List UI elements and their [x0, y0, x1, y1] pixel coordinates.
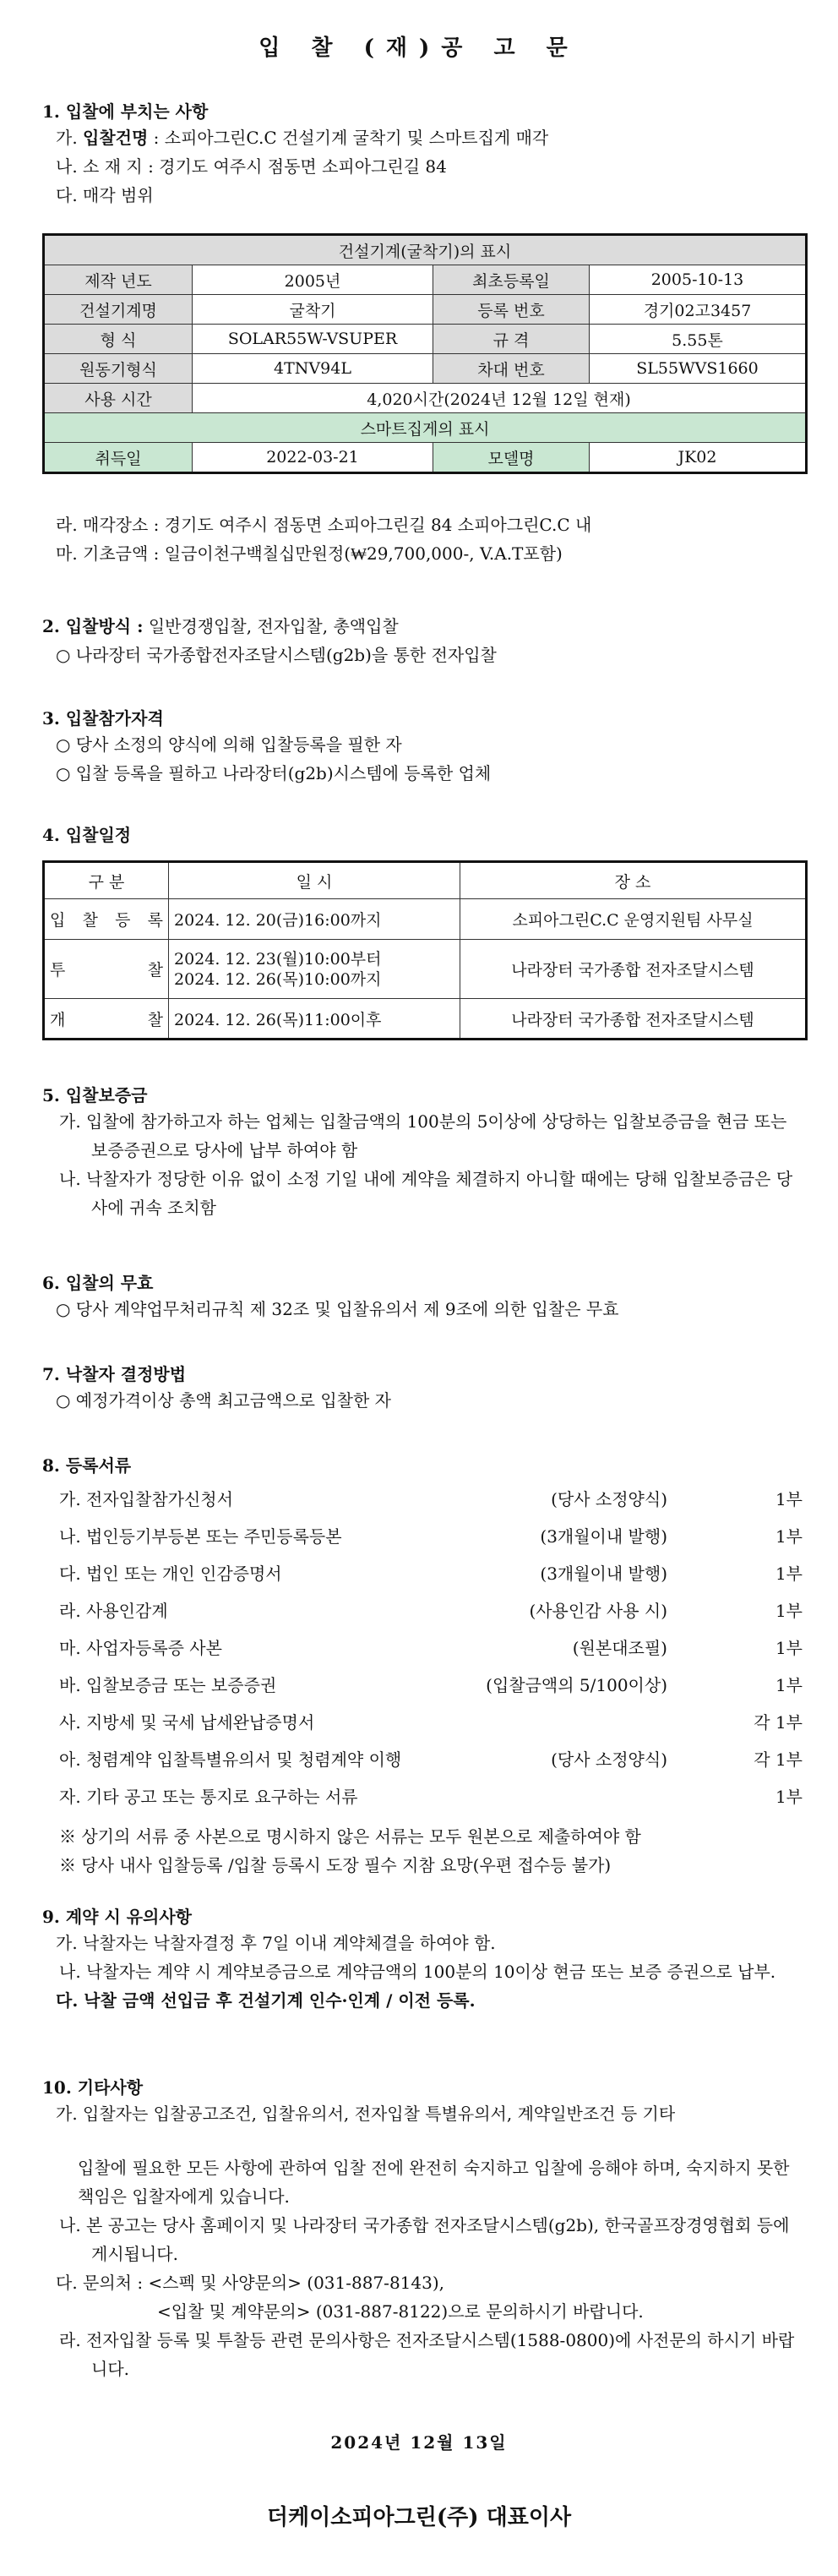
table-row [44, 384, 807, 413]
column-header: 장 소 [460, 862, 807, 899]
document-count: 1부 [775, 1638, 803, 1658]
document-list [42, 1481, 803, 1880]
schedule-date: 2024. 12. 20(금)16:00까지 [169, 899, 460, 940]
table-cell: 경기02고3457 [590, 295, 807, 325]
section-8 [42, 1454, 803, 1477]
section-7-heading: 7. 낙찰자 결정방법 [42, 1364, 187, 1384]
section-9 [42, 1905, 803, 2015]
usage-hours-value: 4,020시간(2024년 12월 12일 현재) [193, 384, 807, 413]
usage-hours-label: 사용 시간 [44, 384, 193, 413]
document-name: 마. 사업자등록증 사본 [59, 1638, 222, 1658]
section-5-line-2: 나. 낙찰자가 정당한 이유 없이 소정 기일 내에 계약을 체결하지 아니할 때에는 당해 입찰보증금은 당사에 귀속 조치함 [59, 1169, 793, 1218]
bid-item-prefix: 가. [56, 128, 84, 148]
schedule-date [169, 940, 460, 999]
list-item [42, 1518, 803, 1555]
section-1 [42, 100, 803, 210]
schedule-kind: 입 찰 등 록 [44, 899, 169, 940]
document-note: (입찰금액의 5/100이상) [486, 1675, 667, 1695]
document-note-2: ※ 당사 내사 입찰등록 /입찰 등록시 도장 필수 지참 요망(우편 접수등 불가) [59, 1855, 612, 1875]
list-item [42, 1592, 803, 1629]
table-row [44, 325, 807, 354]
section-10 [42, 2076, 803, 2383]
table-cell: SL55WVS1660 [590, 354, 807, 384]
section-10-line-3: 다. 문의처 : <스펙 및 사양문의> (031-887-8143), [56, 2273, 445, 2293]
section-7-line-1: ○ 예정가격이상 총액 최고금액으로 입찰한 자 [56, 1390, 391, 1411]
section-6 [42, 1271, 803, 1323]
schedule-date: 2024. 12. 26(목)11:00이후 [169, 999, 460, 1040]
signature: 더케이소피아그린(주) 대표이사 [266, 2505, 572, 2530]
list-item [42, 1481, 803, 1518]
document-name: 나. 법인등기부등본 또는 주민등록등본 [59, 1526, 342, 1547]
table-cell: 2005-10-13 [590, 265, 807, 295]
sale-scope-line: 다. 매각 범위 [56, 185, 154, 205]
document-name: 아. 청렴계약 입찰특별유의서 및 청렴계약 이행 [59, 1749, 402, 1770]
schedule-date-end: 2024. 12. 26(목)10:00까지 [174, 969, 382, 989]
table-cell: 제작 년도 [44, 265, 193, 295]
section-2-heading: 2. 입찰방식 : [42, 616, 144, 636]
schedule-place: 나라장터 국가종합 전자조달시스템 [460, 940, 807, 999]
list-item [42, 1555, 803, 1592]
section-9-line-2: 나. 낙찰자는 계약 시 계약보증금으로 계약금액의 100분의 10이상 현금 또는 보증 증권으로 납부. [59, 1962, 776, 1982]
document-note: (3개월이내 발행) [540, 1526, 667, 1547]
table-header-row [44, 862, 807, 899]
section-2-line-1: ○ 나라장터 국가종합전자조달시스템(g2b)을 통한 전자입찰 [56, 645, 497, 665]
section-10-line-2: 나. 본 공고는 당사 홈페이지 및 나라장터 국가종합 전자조달시스템(g2b), 한국골프장경영협회 등에 게시됩니다. [59, 2215, 790, 2264]
table-cell: 차대 번호 [433, 354, 590, 384]
table-row [44, 265, 807, 295]
schedule-place: 소피아그린C.C 운영지원팀 사무실 [460, 899, 807, 940]
table-row [44, 443, 807, 473]
column-header: 일 시 [169, 862, 460, 899]
section-2-method: 일반경쟁입찰, 전자입찰, 총액입찰 [143, 616, 399, 636]
section-10-line-1: 가. 입찰자는 입찰공고조건, 입찰유의서, 전자입찰 특별유의서, 계약일반조건 등 기타 [56, 2104, 676, 2124]
schedule-table [42, 860, 808, 1040]
section-10-heading: 10. 기타사항 [42, 2077, 144, 2098]
section-8-heading: 8. 등록서류 [42, 1455, 132, 1476]
schedule-kind: 투 찰 [44, 940, 169, 999]
table-cell: JK02 [590, 443, 807, 473]
document-count: 각 1부 [754, 1712, 803, 1733]
document-note: (원본대조필) [572, 1638, 667, 1658]
section-3 [42, 707, 803, 788]
table-cell: 취득일 [44, 443, 193, 473]
section-3-line-2: ○ 입찰 등록을 필하고 나라장터(g2b)시스템에 등록한 업체 [56, 763, 492, 783]
document-note: (당사 소정양식) [551, 1489, 667, 1509]
section-10-line-4: 라. 전자입찰 등록 및 투찰등 관련 문의사항은 전자조달시스템(1588-0800)에 사전문의 하시기 바랍니다. [59, 2330, 795, 2379]
section-5 [42, 1083, 803, 1222]
list-item [42, 1629, 803, 1667]
section-5-line-1: 가. 입찰에 참가하고자 하는 업체는 입찰금액의 100분의 5이상에 상당하는 입찰보증금을 현금 또는 보증증권으로 당사에 납부 하여야 함 [59, 1111, 787, 1160]
table-cell: 4TNV94L [193, 354, 433, 384]
bid-item-value: : 소피아그린C.C 건설기계 굴착기 및 스마트집게 매각 [148, 128, 549, 148]
table-cell: 형 식 [44, 325, 193, 354]
section-6-heading: 6. 입찰의 무효 [42, 1273, 154, 1293]
section-2 [42, 612, 803, 669]
bid-item-label: 입찰건명 [83, 128, 149, 148]
document-note: (당사 소정양식) [551, 1749, 667, 1770]
table-row [44, 999, 807, 1040]
table-row [44, 940, 807, 999]
document-name: 라. 사용인감계 [59, 1601, 168, 1621]
section-10-line-3b: <입찰 및 계약문의> (031-887-8122)으로 문의하시기 바랍니다. [157, 2301, 644, 2322]
sale-place-line: 라. 매각장소 : 경기도 여주시 점동면 소피아그린길 84 소피아그린C.C 내 [56, 515, 592, 535]
bid-item-line [42, 123, 803, 152]
document-count: 1부 [775, 1526, 803, 1547]
list-item [42, 1704, 803, 1741]
table-row [44, 899, 807, 940]
document-note-1: ※ 상기의 서류 중 사본으로 명시하지 않은 서류는 모두 원본으로 제출하여야 함 [59, 1826, 641, 1847]
location-line: 나. 소 재 지 : 경기도 여주시 점동면 소피아그린길 84 [56, 156, 447, 177]
section-9-line-1: 가. 낙찰자는 낙찰자결정 후 7일 이내 계약체결을 하여야 함. [56, 1933, 496, 1953]
table-cell: 굴착기 [193, 295, 433, 325]
document-name: 자. 기타 공고 또는 통지로 요구하는 서류 [59, 1787, 358, 1807]
table-cell: 모델명 [433, 443, 590, 473]
document-count: 1부 [775, 1564, 803, 1584]
section-4-heading: 4. 입찰일정 [42, 825, 132, 845]
schedule-kind: 개 찰 [44, 999, 169, 1040]
section-5-heading: 5. 입찰보증금 [42, 1085, 148, 1105]
column-header: 구 분 [44, 862, 169, 899]
table-cell: 5.55톤 [590, 325, 807, 354]
document-count: 1부 [775, 1601, 803, 1621]
schedule-place: 나라장터 국가종합 전자조달시스템 [460, 999, 807, 1040]
section-1-tail [42, 510, 803, 568]
table-cell: 등록 번호 [433, 295, 590, 325]
table-cell: 2022-03-21 [193, 443, 433, 473]
document-name: 다. 법인 또는 개인 인감증명서 [59, 1564, 282, 1584]
section-9-line-3: 다. 낙찰 금액 선입금 후 건설기계 인수·인계 / 이전 등록. [56, 1990, 476, 2011]
section-3-heading: 3. 입찰참가자격 [42, 708, 164, 729]
table-cell: 2005년 [193, 265, 433, 295]
list-item [42, 1778, 803, 1815]
table-cell: 건설기계명 [44, 295, 193, 325]
document-name: 사. 지방세 및 국세 납세완납증명서 [59, 1712, 315, 1733]
document-name: 가. 전자입찰참가신청서 [59, 1489, 233, 1509]
document-count: 1부 [775, 1489, 803, 1509]
notice-date: 2024년 12월 13일 [330, 2432, 508, 2453]
table-row [44, 354, 807, 384]
table-cell: 원동기형식 [44, 354, 193, 384]
section-4 [42, 823, 803, 847]
section-3-line-1: ○ 당사 소정의 양식에 의해 입찰등록을 필한 자 [56, 734, 402, 755]
table-cell: 규 격 [433, 325, 590, 354]
section-7 [42, 1362, 803, 1415]
equipment-table-header: 건설기계(굴착기)의 표시 [44, 235, 807, 265]
equipment-table [42, 233, 808, 474]
table-row [44, 295, 807, 325]
document-count: 1부 [775, 1675, 803, 1695]
section-9-heading: 9. 계약 시 유의사항 [42, 1907, 193, 1927]
base-price-line: 마. 기초금액 : 일금이천구백칠십만원정(₩29,700,000-, V.A.T포함) [56, 543, 563, 564]
section-10-line-1b: 입찰에 필요한 모든 사항에 관하여 입찰 전에 완전히 숙지하고 입찰에 응해야 하며, 숙지하지 못한 책임은 입찰자에게 있습니다. [78, 2158, 790, 2207]
section-1-heading: 1. 입찰에 부치는 사항 [42, 101, 209, 122]
document-count: 1부 [775, 1787, 803, 1807]
schedule-date-start: 2024. 12. 23(월)10:00부터 [174, 949, 382, 969]
document-name: 바. 입찰보증금 또는 보증증권 [59, 1675, 277, 1695]
document-count: 각 1부 [754, 1749, 803, 1770]
document-note: (3개월이내 발행) [540, 1564, 667, 1584]
smart-grab-header: 스마트집게의 표시 [44, 413, 807, 443]
list-item [42, 1667, 803, 1704]
section-6-line-1: ○ 당사 계약업무처리규칙 제 32조 및 입찰유의서 제 9조에 의한 입찰은 무효 [56, 1299, 619, 1319]
list-item [42, 1741, 803, 1778]
page-title: 입 찰 (재)공 고 문 [258, 35, 580, 61]
table-cell: SOLAR55W-VSUPER [193, 325, 433, 354]
table-cell: 최초등록일 [433, 265, 590, 295]
document-note: (사용인감 사용 시) [529, 1601, 667, 1621]
